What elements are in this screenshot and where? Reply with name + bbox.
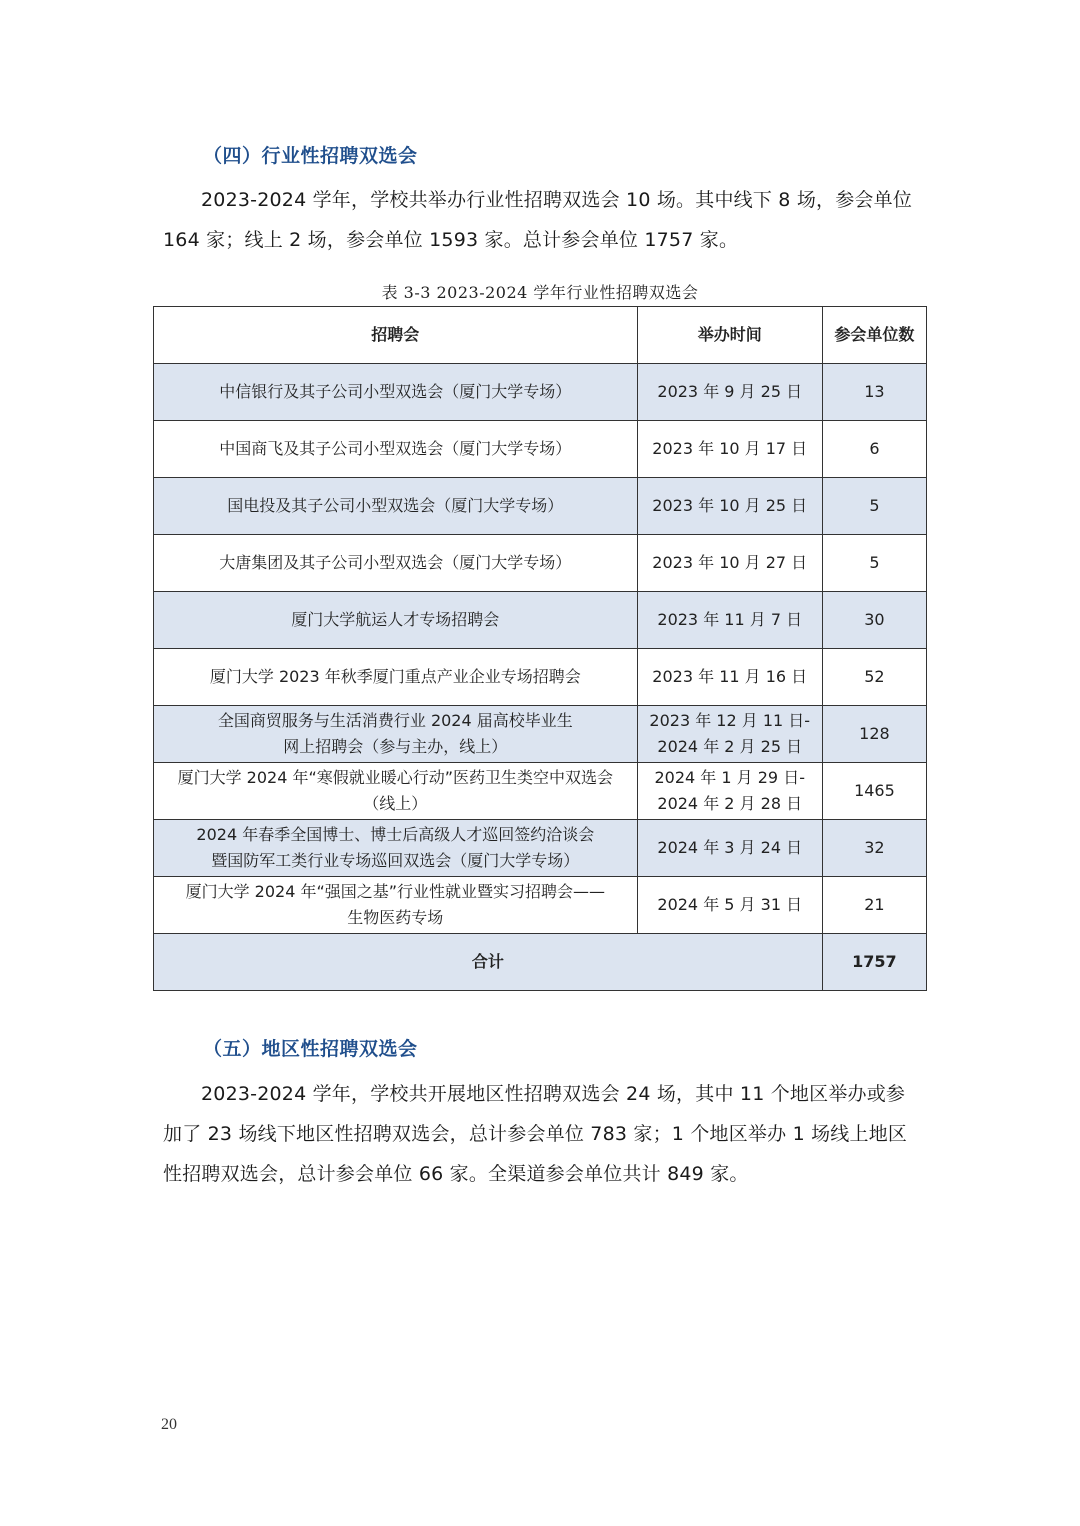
fair-date-cell: [637, 763, 822, 820]
fair-date-line: 2023 年 11 月 7 日: [657, 610, 803, 629]
fair-company-count-cell: 32: [822, 820, 926, 877]
table-row: [154, 421, 927, 478]
fair-name-line: 厦门大学航运人才专场招聘会: [291, 610, 500, 629]
fair-company-count-cell: 6: [822, 421, 926, 478]
fair-date-cell: [637, 877, 822, 934]
fair-name-line: 中国商飞及其子公司小型双选会（厦门大学专场）: [219, 439, 572, 458]
fair-name-cell: [154, 649, 638, 706]
fair-name-line: 国电投及其子公司小型双选会（厦门大学专场）: [227, 496, 564, 515]
fair-date-cell: [637, 592, 822, 649]
total-count: 1757: [822, 934, 926, 991]
fair-name-line: 网上招聘会（参与主办，线上）: [283, 737, 508, 756]
fair-company-count-cell: 21: [822, 877, 926, 934]
fair-name-line: 2024 年春季全国博士、博士后高级人才巡回签约洽谈会: [196, 825, 595, 844]
fair-date-line: 2023 年 9 月 25 日: [657, 382, 803, 401]
fair-name-cell: [154, 592, 638, 649]
table-row: [154, 478, 927, 535]
fair-date-line: 2023 年 10 月 27 日: [652, 553, 808, 572]
fair-name-cell: [154, 877, 638, 934]
fair-name-cell: [154, 478, 638, 535]
fair-name-line: 暨国防军工类行业专场巡回双选会（厦门大学专场）: [211, 851, 580, 870]
fair-date-line: 2023 年 10 月 17 日: [652, 439, 808, 458]
section-5-paragraph: 2023-2024 学年，学校共开展地区性招聘双选会 24 场，其中 11 个地区举办或参加了 23 场线下地区性招聘双选会，总计参会单位 783 家；1 个地区举办 1 场线上地区性招聘双选会，总计参会单位 66 家。全渠道参会单位共计 849 家。: [163, 1083, 908, 1185]
section-5-heading: （五）地区性招聘双选会: [203, 1038, 418, 1060]
fair-name-cell: [154, 706, 638, 763]
table-header-row: [154, 307, 927, 364]
table-row: [154, 592, 927, 649]
table-row: [154, 763, 927, 820]
fair-company-count-cell: 1465: [822, 763, 926, 820]
fair-date-cell: [637, 649, 822, 706]
fair-date-cell: [637, 535, 822, 592]
header-date: 举办时间: [637, 307, 822, 364]
table-row: [154, 820, 927, 877]
fair-date-line: 2023 年 10 月 25 日: [652, 496, 808, 515]
fair-name-cell: [154, 421, 638, 478]
fair-name-cell: [154, 820, 638, 877]
page-number: 20: [161, 1416, 177, 1433]
fair-company-count-cell: 52: [822, 649, 926, 706]
fair-name-line: 厦门大学 2024 年“寒假就业暖心行动”医药卫生类空中双选会: [177, 768, 614, 787]
table-caption: 表 3-3 2023-2024 学年行业性招聘双选会: [381, 283, 699, 302]
fair-name-line: （线上）: [363, 794, 428, 813]
fair-company-count-cell: 30: [822, 592, 926, 649]
section-4-paragraph: 2023-2024 学年，学校共举办行业性招聘双选会 10 场。其中线下 8 场，参会单位 164 家；线上 2 场，参会单位 1593 家。总计参会单位 1757 家。: [163, 189, 913, 251]
table-row: [154, 649, 927, 706]
fair-date-line: 2024 年 2 月 28 日: [657, 794, 803, 813]
fair-date-line: 2024 年 2 月 25 日: [657, 737, 803, 756]
fair-date-cell: [637, 820, 822, 877]
fair-company-count-cell: 5: [822, 535, 926, 592]
fair-date-line: 2024 年 5 月 31 日: [657, 895, 803, 914]
fair-company-count-cell: 128: [822, 706, 926, 763]
fair-name-line: 厦门大学 2024 年“强国之基”行业性就业暨实习招聘会——: [185, 882, 606, 901]
fair-name-line: 全国商贸服务与生活消费行业 2024 届高校毕业生: [217, 711, 573, 730]
table-total-row: [154, 934, 927, 991]
fair-name-cell: [154, 364, 638, 421]
fair-name-line: 中信银行及其子公司小型双选会（厦门大学专场）: [219, 382, 572, 401]
recruitment-fairs-table: [153, 306, 927, 991]
header-fair-name: 招聘会: [154, 307, 638, 364]
fair-date-cell: [637, 706, 822, 763]
table-body: [154, 364, 927, 934]
fair-date-line: 2023 年 11 月 16 日: [652, 667, 808, 686]
table-row: [154, 877, 927, 934]
header-company-count: 参会单位数: [822, 307, 926, 364]
fair-date-line: 2024 年 1 月 29 日-: [654, 768, 805, 787]
fair-name-cell: [154, 535, 638, 592]
fair-date-cell: [637, 364, 822, 421]
fair-name-line: 大唐集团及其子公司小型双选会（厦门大学专场）: [219, 553, 572, 572]
total-label: 合计: [154, 934, 823, 991]
fair-name-line: 生物医药专场: [347, 908, 444, 927]
fair-name-cell: [154, 763, 638, 820]
table-row: [154, 364, 927, 421]
section-4-heading: （四）行业性招聘双选会: [203, 145, 418, 167]
table-row: [154, 535, 927, 592]
fair-date-line: 2023 年 12 月 11 日-: [649, 711, 811, 730]
fair-date-line: 2024 年 3 月 24 日: [657, 838, 803, 857]
fair-company-count-cell: 13: [822, 364, 926, 421]
fair-company-count-cell: 5: [822, 478, 926, 535]
fair-date-cell: [637, 478, 822, 535]
fair-date-cell: [637, 421, 822, 478]
table-row: [154, 706, 927, 763]
fair-name-line: 厦门大学 2023 年秋季厦门重点产业企业专场招聘会: [209, 667, 581, 686]
